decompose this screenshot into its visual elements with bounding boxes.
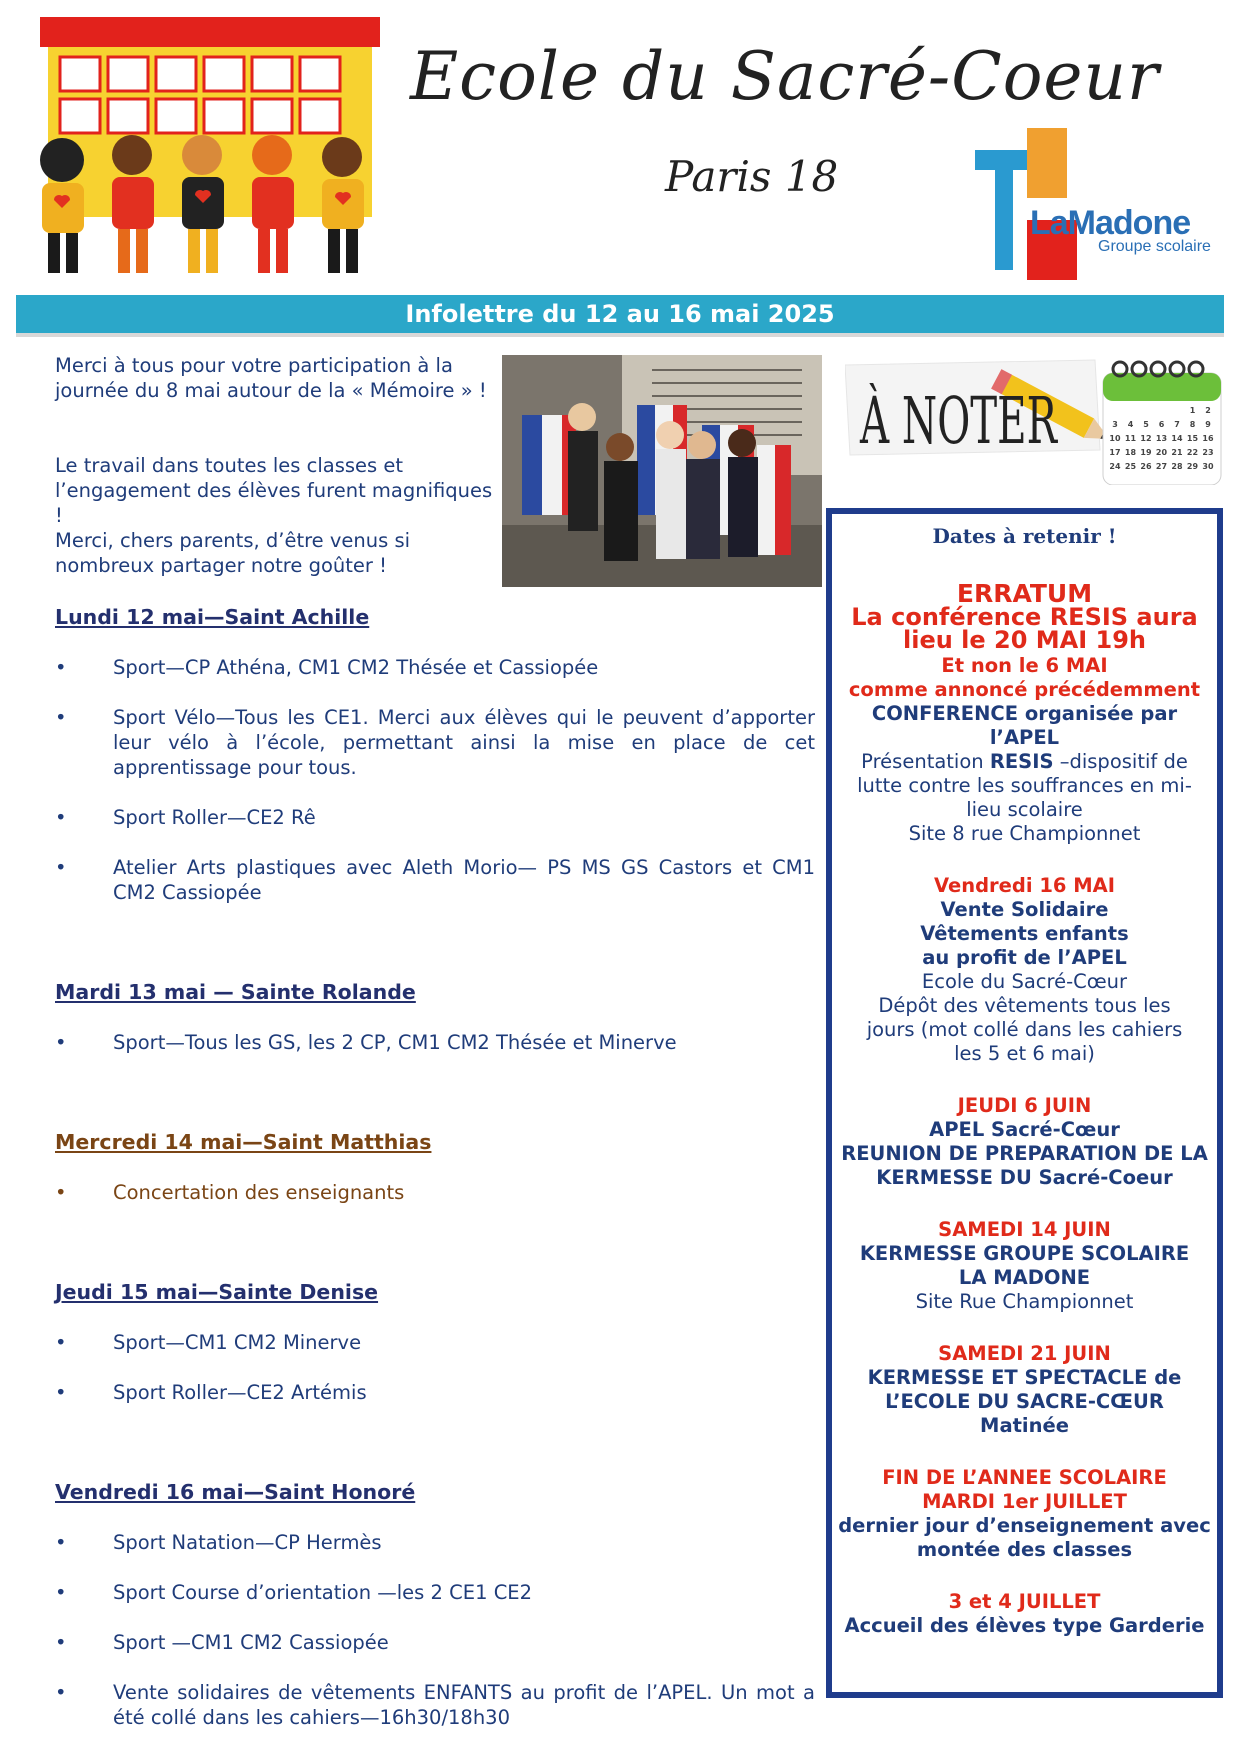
list-item — [55, 705, 815, 780]
event-line: les 5 et 6 mai) — [954, 1042, 1095, 1065]
calendar-day-number: 22 — [1186, 448, 1199, 457]
calendar-day-number: 3 — [1112, 420, 1118, 429]
erratum-resis: RESIS — [989, 750, 1054, 773]
list-item-text: Sport Roller—CE2 Rê — [113, 806, 316, 829]
list-item — [55, 655, 815, 680]
calendar-day-number: 20 — [1155, 448, 1168, 457]
calendar-day-number: 9 — [1205, 420, 1211, 429]
list-item — [55, 1330, 815, 1355]
day-heading-mercredi: Mercredi 14 mai—Saint Matthias — [55, 1130, 432, 1154]
group-subtitle: Groupe scolaire — [1098, 238, 1211, 255]
memorial-ceremony-photo — [502, 355, 822, 587]
bullet-icon: • — [55, 856, 67, 879]
event-line: dernier jour d’enseignement avec — [838, 1514, 1211, 1537]
calendar-day-number: 1 — [1189, 406, 1196, 415]
erratum-line: CONFERENCE organisée par — [871, 702, 1178, 725]
list-item — [55, 1030, 815, 1055]
erratum-line — [832, 750, 1217, 775]
erratum-line: lieu le 20 MAI 19h — [902, 626, 1146, 654]
event-line: Accueil des élèves type Garderie — [844, 1614, 1205, 1637]
calendar-day-number: 25 — [1124, 462, 1137, 471]
list-item — [55, 1680, 815, 1730]
erratum-line: Et non le 6 MAI — [941, 654, 1108, 677]
calendar-day-number: 6 — [1158, 420, 1165, 429]
intro-paragraph-2: Le travail dans toutes les classes et l’engagement des élèves furent magnifiques ! — [55, 454, 493, 527]
calendar-day-number: 2 — [1205, 406, 1211, 415]
a-noter-illustration — [845, 355, 1225, 485]
erratum-line: l’APEL — [989, 726, 1060, 749]
bullet-icon: • — [55, 806, 67, 829]
calendar-day-number: 16 — [1202, 434, 1214, 443]
calendar-day-number: 23 — [1202, 448, 1214, 457]
event-line: KERMESSE ET SPECTACLE de — [867, 1366, 1182, 1389]
box-title: Dates à retenir ! — [932, 524, 1117, 548]
calendar-day-number: 7 — [1174, 420, 1180, 429]
event-line: au profit de l’APEL — [922, 946, 1127, 969]
erratum-text: –dispositif de — [1053, 750, 1188, 773]
erratum-line: lutte contre les souffrances en mi- — [857, 774, 1192, 797]
event-line: Dépôt des vêtements tous les — [878, 994, 1171, 1017]
erratum-title: ERRATUM — [956, 579, 1093, 608]
day-heading-jeudi: Jeudi 15 mai—Sainte Denise — [55, 1280, 379, 1304]
calendar-day-number: 21 — [1171, 448, 1183, 457]
bullet-icon: • — [55, 1381, 67, 1404]
bullet-icon: • — [55, 1181, 67, 1204]
list-item — [55, 805, 815, 830]
calendar-day-number: 26 — [1140, 462, 1152, 471]
event-date: FIN DE L’ANNEE SCOLAIRE — [882, 1466, 1167, 1489]
list-item-text: Sport —CM1 CM2 Cassiopée — [113, 1631, 389, 1654]
event-line: L’ECOLE DU SACRE-CŒUR — [885, 1390, 1164, 1413]
event-line: KERMESSE DU Sacré-Coeur — [876, 1166, 1173, 1189]
list-item-text: Sport Roller—CE2 Artémis — [113, 1381, 367, 1404]
calendar-day-number: 8 — [1189, 420, 1196, 429]
calendar-day-number: 30 — [1202, 462, 1214, 471]
calendar-day-number: 10 — [1109, 434, 1121, 443]
school-title: Ecole du Sacré-Coeur — [410, 38, 1160, 115]
calendar-day-number: 4 — [1127, 420, 1134, 429]
list-item — [55, 1580, 815, 1605]
bullet-icon: • — [55, 1331, 67, 1354]
list-item — [55, 1630, 815, 1655]
event-date: MARDI 1er JUILLET — [922, 1490, 1127, 1513]
event-date: SAMEDI 14 JUIN — [938, 1218, 1111, 1241]
list-item-text: Sport Natation—CP Hermès — [113, 1531, 382, 1554]
list-item-text: Vente solidaires de vêtements ENFANTS au profit de l’APEL. Un mot a été collé dans les cahiers—16h30/18h30 — [113, 1681, 815, 1729]
calendar-day-number: 12 — [1140, 434, 1152, 443]
event-line: LA MADONE — [958, 1266, 1091, 1289]
school-logo-illustration — [10, 5, 430, 290]
intro-paragraph-1: Merci à tous pour votre participation à la journée du 8 mai autour de la « Mémoire » ! — [55, 354, 487, 402]
day-heading-mardi: Mardi 13 mai — Sainte Rolande — [55, 980, 416, 1004]
calendar-day-number: 15 — [1186, 434, 1199, 443]
group-name: LaMadone — [1030, 204, 1191, 242]
event-date: Vendredi 16 MAI — [933, 874, 1116, 897]
calendar-day-number: 28 — [1171, 462, 1183, 471]
event-line: Matinée — [980, 1414, 1069, 1437]
list-item-text: Concertation des enseignants — [113, 1181, 405, 1204]
dates-box — [826, 508, 1223, 1698]
calendar-day-number: 14 — [1171, 434, 1183, 443]
list-item-text: Sport Course d’orientation —les 2 CE1 CE2 — [113, 1581, 533, 1604]
event-line: REUNION DE PREPARATION DE LA — [841, 1142, 1208, 1165]
event-line: KERMESSE GROUPE SCOLAIRE — [859, 1242, 1190, 1265]
bullet-icon: • — [55, 1531, 67, 1554]
erratum-line: comme annoncé précédemment — [848, 678, 1201, 701]
event-date: SAMEDI 21 JUIN — [938, 1342, 1111, 1365]
erratum-line: Site 8 rue Championnet — [908, 822, 1141, 845]
event-line: montée des classes — [916, 1538, 1133, 1561]
day-heading-vendredi: Vendredi 16 mai—Saint Honoré — [55, 1480, 416, 1504]
bullet-icon: • — [55, 706, 67, 729]
erratum-line: La conférence RESIS aura — [851, 603, 1198, 631]
erratum-text: Présentation — [861, 750, 990, 773]
event-date: JEUDI 6 JUIN — [957, 1094, 1092, 1117]
list-item — [55, 1530, 815, 1555]
calendar-day-number: 17 — [1109, 448, 1121, 457]
calendar-day-number: 19 — [1140, 448, 1152, 457]
list-item-text: Sport—CM1 CM2 Minerve — [113, 1331, 362, 1354]
a-noter-text: À NOTER — [860, 383, 1057, 459]
calendar-day-number: 11 — [1124, 434, 1137, 443]
event-line: Site Rue Championnet — [915, 1290, 1134, 1313]
list-item-text: Sport Vélo—Tous les CE1. Merci aux élèves qui le peuvent d’apporter leur vélo à l’école, permettant ainsi la mise en place de cet apprentissage pour tous. — [113, 706, 815, 779]
list-item — [55, 1380, 815, 1405]
calendar-day-number: 27 — [1155, 462, 1168, 471]
event-date: 3 et 4 JUILLET — [948, 1590, 1101, 1613]
calendar-day-number: 29 — [1186, 462, 1199, 471]
event-line: jours (mot collé dans les cahiers — [866, 1018, 1183, 1041]
list-item — [55, 855, 815, 905]
newsletter-banner: Infolettre du 12 au 16 mai 2025 — [16, 295, 1224, 337]
list-item-text: Sport—CP Athéna, CM1 CM2 Thésée et Cassiopée — [113, 656, 599, 679]
list-item-text: Sport—Tous les GS, les 2 CP, CM1 CM2 Thésée et Minerve — [113, 1031, 677, 1054]
bullet-icon: • — [55, 656, 67, 679]
calendar-day-number: 13 — [1155, 434, 1168, 443]
bullet-icon: • — [55, 1631, 67, 1654]
calendar-day-number: 18 — [1124, 448, 1137, 457]
event-line: Vente Solidaire — [940, 898, 1109, 921]
list-item — [55, 1180, 815, 1205]
bullet-icon: • — [55, 1681, 67, 1704]
calendar-day-number: 5 — [1143, 420, 1149, 429]
intro-paragraph-3: Merci, chers parents, d’être venus si nombreux partager notre goûter ! — [55, 529, 411, 577]
event-line: Ecole du Sacré-Cœur — [921, 970, 1128, 993]
erratum-line: lieu scolaire — [966, 798, 1083, 821]
calendar-day-number: 24 — [1109, 462, 1121, 471]
bullet-icon: • — [55, 1581, 67, 1604]
bullet-icon: • — [55, 1031, 67, 1054]
event-line: APEL Sacré-Cœur — [929, 1118, 1120, 1141]
school-city: Paris 18 — [665, 152, 839, 201]
event-line: Vêtements enfants — [920, 922, 1129, 945]
day-heading-lundi: Lundi 12 mai—Saint Achille — [55, 605, 370, 629]
list-item-text: Atelier Arts plastiques avec Aleth Morio— PS MS GS Castors et CM1 CM2 Cassiopée — [113, 856, 815, 904]
